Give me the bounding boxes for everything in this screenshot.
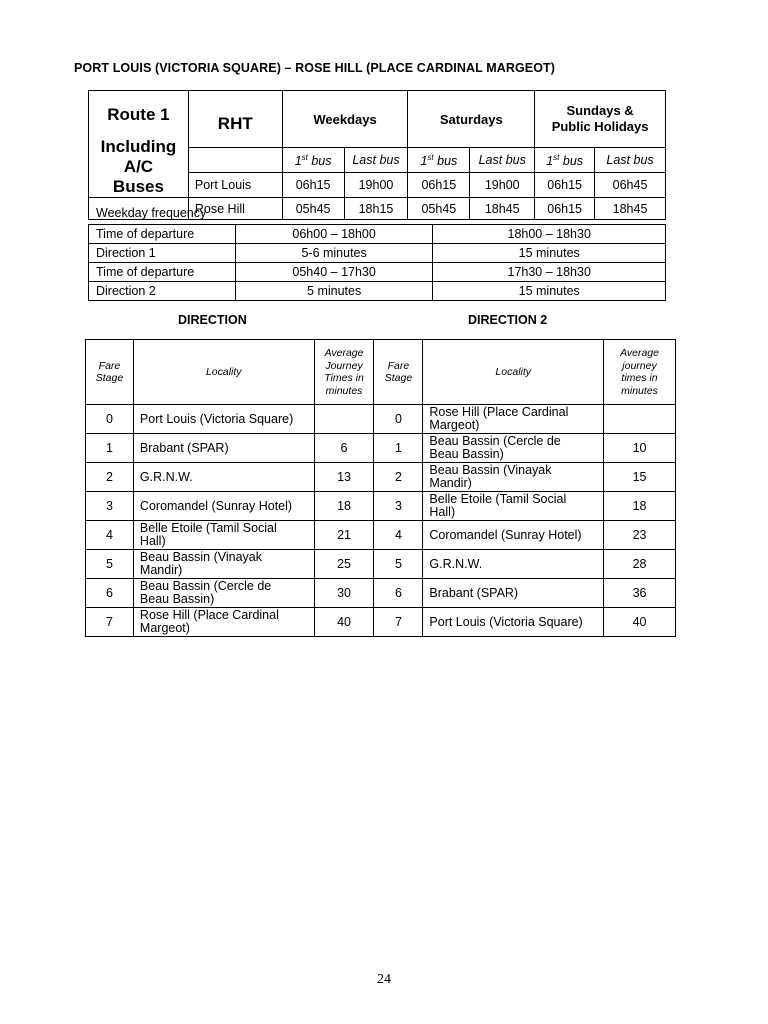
sundays-last-bus-header: Last bus: [595, 148, 666, 173]
route-note-line1: Including: [100, 137, 177, 156]
route-note-line2: A/C: [123, 157, 154, 176]
fare-stage-cell: 1: [374, 434, 423, 463]
journey-time-cell: 21: [314, 521, 374, 550]
page-number: 24: [377, 972, 391, 987]
locality-cell-line2: Beau Bassin): [139, 592, 215, 606]
schedule-place: Rose Hill: [188, 198, 282, 220]
journey-time-header-line: Journey: [325, 359, 363, 372]
schedule-place: Port Louis: [188, 173, 282, 198]
route-cell: [89, 91, 189, 198]
locality-cell-line1: Rose Hill (Place Cardinal: [139, 608, 279, 622]
first-bus-word: bus: [311, 153, 332, 168]
locality-cell-line1: Coromandel (Sunray Hotel): [139, 498, 293, 513]
journey-time-header-line: Average: [324, 347, 364, 359]
locality-cell-line1: Brabant (SPAR): [139, 440, 229, 455]
schedule-time: 05h45: [408, 198, 470, 220]
locality-cell: [133, 521, 314, 550]
locality-cell-line2: Margeot): [139, 621, 190, 635]
journey-time-header-line: Average: [620, 347, 659, 359]
frequency-value: 05h40 – 17h30: [235, 263, 433, 282]
journey-time-cell: 36: [604, 579, 676, 608]
sundays-header-line2: Public Holidays: [551, 119, 649, 135]
fare-stage-cell: 7: [86, 608, 134, 637]
schedule-time: 06h15: [535, 173, 595, 198]
fare-stage-cell: 4: [374, 521, 423, 550]
schedule-time: 06h45: [595, 173, 666, 198]
journey-time-header: [314, 340, 374, 405]
locality-cell-line2: Mandir): [139, 563, 183, 577]
journey-time-header-line: minutes: [325, 384, 363, 397]
route-note-line3: Buses: [112, 177, 164, 196]
fare-stage-header-line2: Stage: [95, 372, 124, 384]
journey-time-cell: 10: [604, 434, 676, 463]
frequency-row-label: Time of departure: [89, 263, 236, 282]
locality-cell: [423, 492, 604, 521]
fare-stage-cell: 6: [86, 579, 134, 608]
route-label: Route 1: [107, 105, 170, 124]
locality-cell-line1: Beau Bassin (Vinayak: [139, 550, 262, 564]
locality-cell-line2: Beau Bassin): [429, 447, 504, 461]
schedule-time: 19h00: [470, 173, 535, 198]
journey-time-cell: 23: [604, 521, 676, 550]
frequency-value: 5-6 minutes: [235, 244, 433, 263]
locality-cell-line1: Beau Bassin (Cercle de: [139, 579, 272, 593]
fare-stage-cell: 3: [374, 492, 423, 521]
locality-cell: [423, 405, 604, 434]
locality-cell-line1: Port Louis (Victoria Square): [139, 411, 294, 426]
frequency-row-label: Direction 2: [89, 282, 236, 301]
locality-cell: [133, 434, 314, 463]
locality-cell: [423, 434, 604, 463]
sundays-first-bus-header: [535, 148, 595, 173]
sundays-header-line1: Sundays &: [566, 103, 634, 119]
locality-cell: [423, 521, 604, 550]
frequency-row-label: Time of departure: [89, 225, 236, 244]
journey-time-cell: 40: [604, 608, 676, 637]
direction-1-heading: DIRECTION: [178, 313, 247, 327]
fare-stage-table: [85, 339, 676, 637]
fare-stage-header: [86, 340, 134, 405]
journey-time-header-line: journey: [622, 359, 657, 372]
locality-cell-line1: G.R.N.W.: [429, 556, 483, 571]
locality-cell-line1: Beau Bassin (Cercle de: [429, 434, 561, 448]
saturdays-first-bus-header: [408, 148, 470, 173]
first-bus-word: bus: [437, 153, 458, 168]
document-title: PORT LOUIS (VICTORIA SQUARE) – ROSE HILL (PLACE CARDINAL MARGEOT): [74, 61, 556, 75]
weekdays-last-bus-header: Last bus: [344, 148, 408, 173]
journey-time-header-line: minutes: [621, 384, 658, 397]
sundays-header: [535, 91, 666, 148]
fare-stage-header-line1: Fare: [98, 359, 121, 372]
journey-time-cell: 40: [314, 608, 374, 637]
fare-stage-cell: 0: [374, 405, 423, 434]
first-bus-num: 1: [420, 153, 428, 168]
frequency-value: 17h30 – 18h30: [433, 263, 666, 282]
fare-stage-header: [374, 340, 423, 405]
fare-stage-cell: 7: [374, 608, 423, 637]
schedule-time: 18h45: [470, 198, 535, 220]
locality-cell-line1: Belle Etoile (Tamil Social: [139, 521, 277, 535]
locality-cell: [423, 463, 604, 492]
locality-header: Locality: [423, 340, 604, 405]
first-bus-num: 1: [546, 153, 554, 168]
frequency-row-label: Direction 1: [89, 244, 236, 263]
fare-stage-cell: 5: [86, 550, 134, 579]
journey-time-cell: 18: [604, 492, 676, 521]
fare-stage-cell: 6: [374, 579, 423, 608]
fare-table-row: [86, 492, 676, 521]
fare-table-row: [86, 521, 676, 550]
weekdays-header: Weekdays: [282, 91, 408, 148]
locality-cell-line1: Belle Etoile (Tamil Social: [429, 492, 567, 506]
frequency-value: 18h00 – 18h30: [433, 225, 666, 244]
fare-stage-header-line2: Stage: [384, 372, 413, 384]
frequency-value: 15 minutes: [433, 244, 666, 263]
locality-cell-line1: Port Louis (Victoria Square): [429, 614, 583, 629]
operator-blank: [188, 148, 282, 173]
locality-header: Locality: [133, 340, 314, 405]
fare-stage-cell: 4: [86, 521, 134, 550]
saturdays-header: Saturdays: [408, 91, 535, 148]
journey-time-header: [604, 340, 676, 405]
first-bus-sup: st: [301, 152, 308, 162]
locality-cell: [423, 608, 604, 637]
journey-time-cell: 15: [604, 463, 676, 492]
operator-label: RHT: [188, 91, 282, 148]
schedule-time: 05h45: [282, 198, 344, 220]
frequency-value: 15 minutes: [433, 282, 666, 301]
fare-table-row: [86, 405, 676, 434]
fare-table-row: [86, 608, 676, 637]
journey-time-header-line: times in: [621, 372, 658, 384]
journey-time-cell: [314, 405, 374, 434]
fare-table-row: [86, 434, 676, 463]
locality-cell-line2: Mandir): [429, 476, 472, 490]
fare-stage-cell: 2: [86, 463, 134, 492]
journey-time-cell: 18: [314, 492, 374, 521]
weekdays-first-bus-header: [282, 148, 344, 173]
frequency-value: 06h00 – 18h00: [235, 225, 433, 244]
locality-cell: [133, 579, 314, 608]
direction-2-heading: DIRECTION 2: [468, 313, 548, 327]
fare-stage-cell: 1: [86, 434, 134, 463]
saturdays-last-bus-header: Last bus: [470, 148, 535, 173]
journey-time-header-line: Times in: [324, 372, 364, 384]
journey-time-cell: [604, 405, 676, 434]
fare-table-row: [86, 579, 676, 608]
fare-table-row: [86, 463, 676, 492]
frequency-value: 5 minutes: [235, 282, 433, 301]
locality-cell-line1: Coromandel (Sunray Hotel): [429, 527, 582, 542]
journey-time-cell: 30: [314, 579, 374, 608]
locality-cell-line1: Beau Bassin (Vinayak: [429, 463, 552, 477]
locality-cell-line1: Brabant (SPAR): [429, 585, 519, 600]
journey-time-cell: 25: [314, 550, 374, 579]
first-bus-sup: st: [427, 152, 434, 162]
locality-cell: [423, 579, 604, 608]
locality-cell-line2: Margeot): [429, 418, 480, 432]
schedule-time: 18h45: [595, 198, 666, 220]
first-bus-num: 1: [294, 153, 302, 168]
frequency-label: Weekday frequency: [96, 206, 207, 220]
locality-cell: [133, 492, 314, 521]
locality-cell-line1: G.R.N.W.: [139, 469, 193, 484]
frequency-table: [88, 224, 666, 301]
schedule-time: 18h15: [344, 198, 408, 220]
journey-time-cell: 6: [314, 434, 374, 463]
schedule-table: [88, 90, 666, 220]
fare-stage-cell: 2: [374, 463, 423, 492]
fare-stage-cell: 0: [86, 405, 134, 434]
fare-stage-cell: 5: [374, 550, 423, 579]
locality-cell: [133, 463, 314, 492]
fare-stage-cell: 3: [86, 492, 134, 521]
locality-cell-line2: Hall): [139, 534, 166, 548]
schedule-time: 06h15: [282, 173, 344, 198]
locality-cell: [133, 405, 314, 434]
fare-stage-header-line1: Fare: [387, 359, 410, 372]
first-bus-word: bus: [562, 153, 584, 168]
locality-cell: [133, 550, 314, 579]
journey-time-cell: 13: [314, 463, 374, 492]
locality-cell-line1: Rose Hill (Place Cardinal: [429, 405, 569, 419]
schedule-time: 06h15: [408, 173, 470, 198]
locality-cell: [133, 608, 314, 637]
first-bus-sup: st: [553, 152, 560, 162]
locality-cell: [423, 550, 604, 579]
schedule-time: 19h00: [344, 173, 408, 198]
locality-cell-line2: Hall): [429, 505, 456, 519]
schedule-time: 06h15: [535, 198, 595, 220]
fare-table-row: [86, 550, 676, 579]
journey-time-cell: 28: [604, 550, 676, 579]
